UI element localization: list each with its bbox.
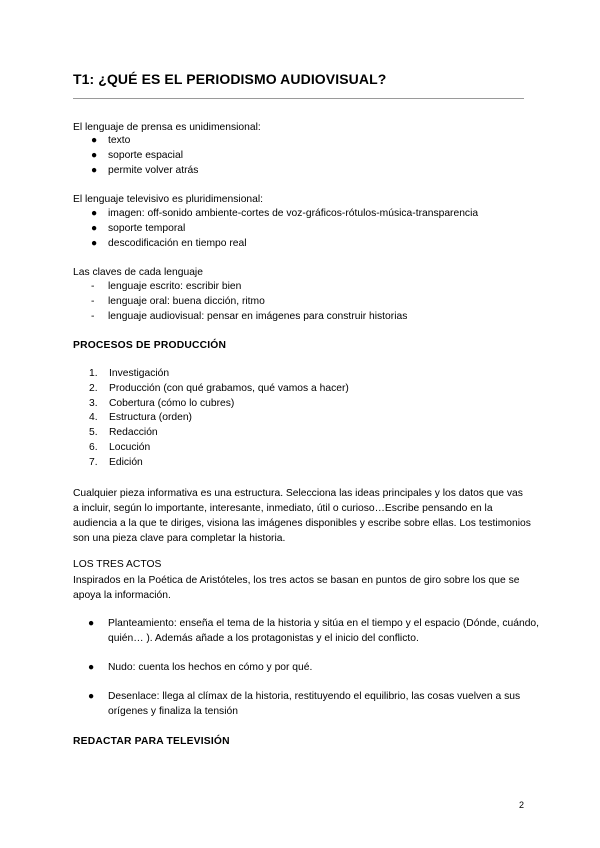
list-item: 6. Locución	[89, 441, 151, 453]
list-item: ● soporte temporal	[88, 222, 478, 237]
list-item: ● imagen: off-sonido ambiente-cortes de voz-gráficos-rótulos-música-transparencia	[88, 207, 478, 222]
list-item: 7. Edición	[89, 456, 143, 468]
bullet-marker: ●	[88, 691, 95, 702]
list-item: ● Planteamiento: enseña el tema de la historia y sitúa en el tiempo y el espacio (Dónde, cuándo, quién… ). Además añade a los protagonistas y el inicio del conflicto.	[88, 618, 540, 644]
procesos-paragraph: Cualquier pieza informativa es una estructura. Selecciona las ideas principales y los datos que vas a incluir, según lo importante, interesante, inmediato, útil o curioso…Escribe pensando en la audiencia a la que te diriges, visiona las imágenes disponibles y escribe sobre ellas. Los testimonios son una pieza clave para completar la historia.	[73, 488, 531, 544]
list-item: - lenguaje escrito: escribir bien	[88, 280, 407, 295]
list-item: 2. Producción (con qué grabamos, qué vamos a hacer)	[89, 382, 349, 394]
actos-intro: Inspirados en la Poética de Aristóteles, los tres actos se basan en puntos de giro sobre los que se apoya la información.	[73, 575, 520, 601]
list-item: 4. Estructura (orden)	[89, 412, 192, 424]
dash-marker: -	[91, 295, 95, 307]
list-item: 5. Redacción	[89, 427, 158, 439]
list-item: ● texto	[88, 134, 198, 149]
list-item: - lenguaje oral: buena dicción, ritmo	[88, 295, 407, 310]
claves-list	[88, 280, 407, 324]
bullet-marker: ●	[91, 164, 98, 176]
bullet-marker: ●	[91, 149, 98, 161]
list-item: - lenguaje audiovisual: pensar en imágenes para construir historias	[88, 310, 407, 325]
list-item: ● permite volver atrás	[88, 164, 198, 179]
procesos-list	[89, 367, 349, 471]
dash-marker: -	[91, 281, 95, 292]
bullet-marker: ●	[88, 618, 95, 629]
list-item: 1. Investigación	[89, 368, 170, 379]
list-item: ● soporte espacial	[88, 149, 198, 164]
redactar-heading: REDACTAR PARA TELEVISIÓN	[73, 736, 230, 747]
list-item: ● descodificación en tiempo real	[88, 237, 478, 252]
prensa-intro: El lenguaje de prensa es unidimensional:	[73, 122, 261, 133]
list-item: ● Nudo: cuenta los hechos en cómo y por qué.	[88, 662, 313, 673]
page-title: T1: ¿QUÉ ES EL PERIODISMO AUDIOVISUAL?	[73, 71, 387, 87]
page-number: 2	[519, 800, 525, 810]
actos-heading: LOS TRES ACTOS	[73, 559, 162, 570]
list-item: ● Desenlace: llega al clímax de la historia, restituyendo el equilibrio, las cosas vuelven a sus orígenes y finaliza la tensión	[88, 691, 521, 717]
bullet-marker: ●	[91, 237, 98, 249]
bullet-marker: ●	[91, 208, 98, 219]
bullet-marker: ●	[91, 135, 98, 146]
dash-marker: -	[91, 310, 95, 322]
title-divider	[73, 98, 524, 99]
bullet-marker: ●	[88, 662, 95, 673]
procesos-heading: PROCESOS DE PRODUCCIÓN	[73, 340, 227, 351]
list-item: 3. Cobertura (cómo lo cubres)	[89, 397, 235, 409]
televisivo-list	[88, 207, 478, 251]
televisivo-intro: El lenguaje televisivo es pluridimensional:	[73, 194, 264, 205]
claves-intro: Las claves de cada lenguaje	[73, 267, 203, 278]
bullet-marker: ●	[91, 222, 98, 234]
prensa-list	[88, 134, 198, 178]
